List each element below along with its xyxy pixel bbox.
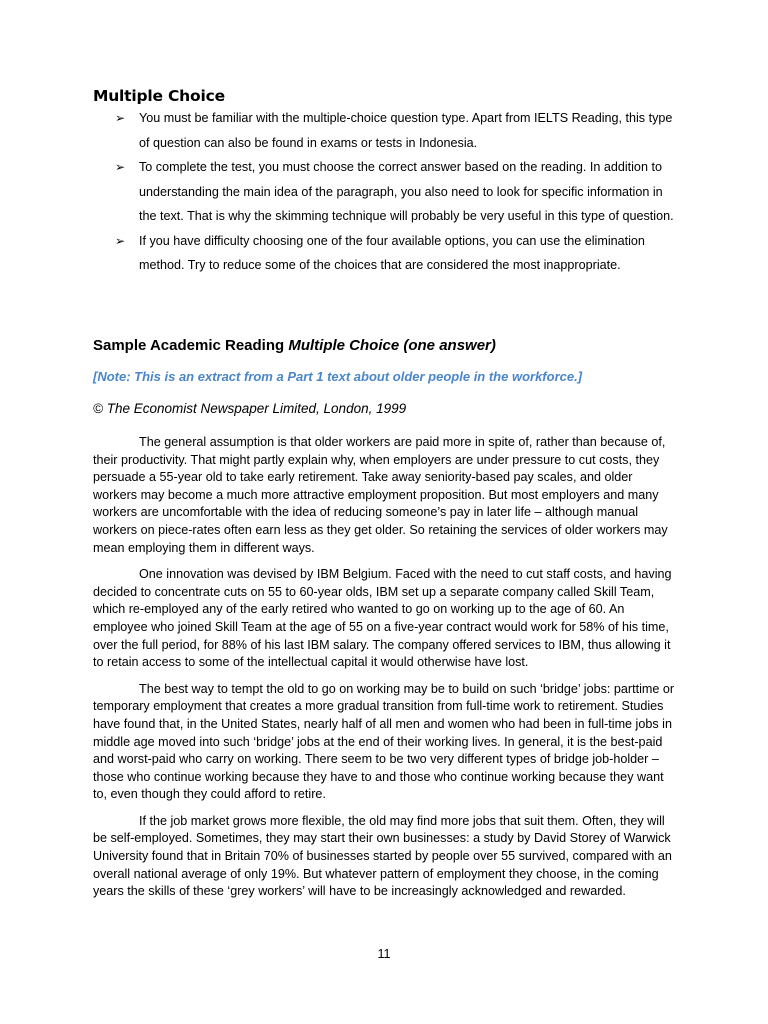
arrow-bullet-icon: ➢ bbox=[115, 160, 126, 174]
bullet-text: You must be familiar with the multiple-choice question type. Apart from IELTS Reading, this type of question can also be found in exams or tests in Indonesia. bbox=[139, 111, 673, 150]
article-paragraph: The best way to tempt the old to go on working may be to build on such ‘bridge’ jobs: parttime or temporary employment that creates a more gradual transition from full-time work to retirement. Studies have found that, in the United States, nearly half of all men and women who had been in full-time jobs in middle age moved into such ‘bridge’ jobs at the end of their working lives. In general, it is the best-paid and worst-paid who carry on working. There seem to be two very different types of bridge job-holder – those who continue working because they have to and those who continue working because they want to, even though they could afford to retire. bbox=[93, 681, 675, 802]
sample-heading-italic: Multiple Choice (one answer) bbox=[288, 337, 496, 354]
list-item bbox=[93, 229, 683, 278]
arrow-bullet-icon: ➢ bbox=[115, 233, 126, 248]
list-item bbox=[93, 155, 683, 229]
page-number: 11 bbox=[377, 947, 391, 961]
extract-note: [Note: This is an extract from a Part 1 text about older people in the workforce.] bbox=[93, 369, 583, 384]
article-paragraph: If the job market grows more flexible, the old may find more jobs that suit them. Often, they will be self-employed. Sometimes, they may start their own businesses: a study by David Storey of Warwick University found that in Britain 70% of businesses started by people over 55 survived, compared with an overall national average of only 19%. But whatever pattern of employment they choose, in the coming years the skills of these ‘grey workers’ will have to be increasingly acknowledged and rewarded. bbox=[93, 813, 672, 899]
article-paragraph: The general assumption is that older workers are paid more in spite of, rather than because of, their productivity. That might partly explain why, when employers are under pressure to cut costs, they persuade a 55-year old to take early retirement. Take away seniority-based pay scales, and older workers may become a much more attractive employment proposition. But most employers and many workers are uncomfortable with the idea of reducing someone’s pay in later life – although manual workers on piece-rates often earn less as they get older. So retaining the services of older workers may mean employing them in different ways. bbox=[93, 435, 668, 555]
copyright-line: © The Economist Newspaper Limited, London, 1999 bbox=[93, 401, 407, 416]
list-item bbox=[93, 106, 683, 155]
sample-heading bbox=[93, 337, 496, 354]
arrow-bullet-icon: ➢ bbox=[115, 111, 126, 125]
article-body bbox=[93, 434, 677, 910]
sample-heading-plain: Sample Academic Reading bbox=[93, 337, 289, 354]
tips-list bbox=[93, 106, 683, 278]
section-heading: Multiple Choice bbox=[93, 87, 225, 105]
bullet-text: To complete the test, you must choose the correct answer based on the reading. In addition to understanding the main idea of the paragraph, you also need to look for specific information in the text. That is why the skimming technique will probably be very useful in this type of question. bbox=[139, 160, 674, 223]
article-paragraph: One innovation was devised by IBM Belgium. Faced with the need to cut staff costs, and having decided to concentrate cuts on 55 to 60-year olds, IBM set up a separate company called Skill Team, which re-employed any of the early retired who wanted to go on working up to the age of 60. An employee who joined Skill Team at the age of 55 on a five-year contract would work for 58% of his time, over the full period, for 88% of his last IBM salary. The company offered services to IBM, thus allowing it to retain access to some of the intellectual capital it would otherwise have lost. bbox=[93, 567, 672, 670]
bullet-text: If you have difficulty choosing one of the four available options, you can use the elimination method. Try to reduce some of the choices that are considered the most inappropriate. bbox=[139, 233, 645, 272]
